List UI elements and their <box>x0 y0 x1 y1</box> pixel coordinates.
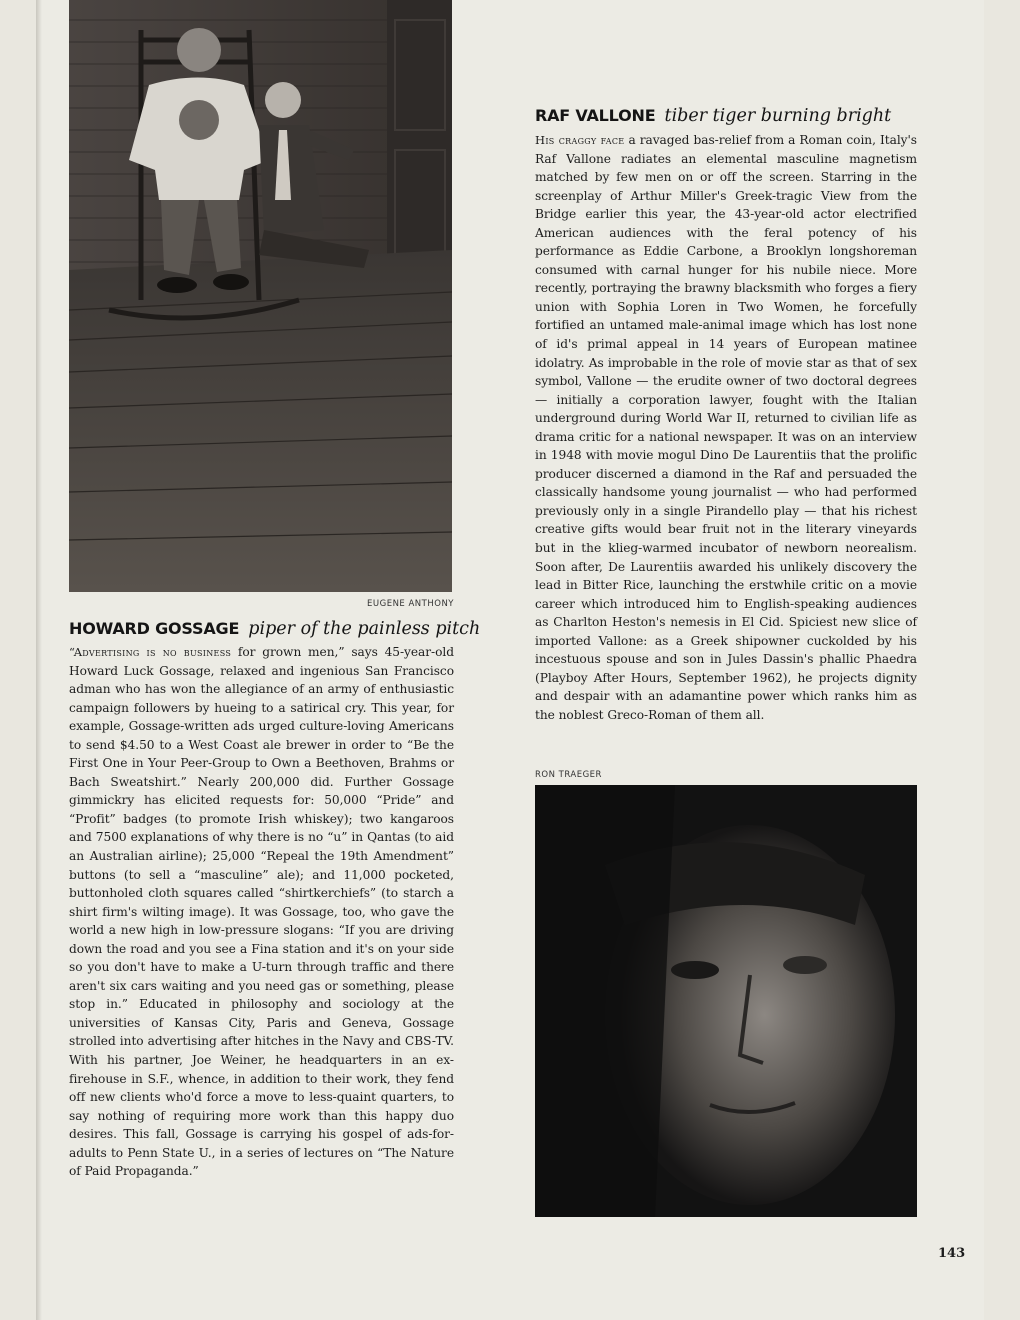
gossage-headline <box>69 619 480 639</box>
vallone-photo <box>535 785 917 1217</box>
vallone-body: a ravaged bas-relief from a Roman coin, Italy's Raf Vallone radiates an elemental masculine magnetism matched by few men on or off the screen. Starring in the screenplay of Arthur Miller's Greek-tragic View from the Bridge earlier this year, the 43-year-old actor electrified American audiences with the feral potency of his performance as Eddie Carbone, a Brooklyn longshoreman consumed with carnal hunger for his nubile niece. More recently, portraying the brawny blacksmith who forges a fiery union with Sophia Loren in Two Women, he forcefully fortified an untamed male-animal image which has lost none of id's primal appeal in 14 years of European matinee idolatry. As improbable in the role of movie star as that of sex symbol, Vallone — the erudite owner of two doctoral degrees — initially a corporation lawyer, fought with the Italian underground during World War II, returned to civilian life as drama critic for a national newspaper. It was on an interview in 1948 with movie mogul Dino De Laurentiis that the prolific producer discerned a diamond in the Raf and persuaded the classically handsome young journalist — who had performed previously only in a single Pirandello play — that his richest creative gifts would bear fruit not in the literary vineyards but in the klieg-warmed incubator of newborn neorealism. Soon after, De Laurentiis awarded his unlikely discovery the lead in Bitter Rice, launching the erstwhile critic on a movie career which introduced him to English-speaking audiences as Charlton Heston's nemesis in El Cid. Spiciest new slice of imported Vallone: as a Greek shipowner cuckolded by his incestuous spouse and son in Jules Dassin's phallic Phaedra (Playboy After Hours, September 1962), he projects dignity and despair with an adamantine power which ranks him as the noblest Greco-Roman of them all. <box>535 133 918 722</box>
photo-credit-traeger: RON TRAEGER <box>535 770 602 780</box>
page-number: 143 <box>938 1246 966 1261</box>
vallone-lead-in: His craggy face <box>535 133 625 147</box>
page-gutter-shadow <box>36 0 42 1320</box>
photo-credit-anthony: EUGENE ANTHONY <box>367 599 454 609</box>
gossage-article <box>69 643 454 1181</box>
gossage-photo-illustration <box>69 0 452 592</box>
gossage-tagline: piper of the painless pitch <box>248 619 481 639</box>
vallone-article <box>535 131 917 725</box>
gossage-body: for grown men,” says 45-year-old Howard Luck Gossage, relaxed and ingenious San Francisco adman who has won the allegiance of an army of enthusiastic campaign followers by hueing to a satirical cry. This year, for example, Gossage-written ads urged culture-loving Americans to send $4.50 to a West Coast ale brewer in order to “Be the First One in Your Peer-Group to Own a Beethoven, Brahms or Bach Sweatshirt.” Nearly 200,000 did. Further Gossage gimmickry has elicited requests for: 50,000 “Pride” and “Profit” badges (to promote Irish whiskey); two kangaroos and 7500 explanations of why there is no “u” in Qantas (to aid an Australian airline); 25,000 “Repeal the 19th Amendment” buttons (to sell a “masculine” ale); and 11,000 pocketed, buttonholed cloth squares called “shirtkerchiefs” (to starch a shirt firm's wilting image). It was Gossage, too, who gave the world a new high in low-pressure slogans: “If you are driving down the road and you see a Fina station and it's on your side so you don't have to make a U-turn through traffic and there aren't six cars waiting and you need gas or something, please stop in.” Educated in philosophy and sociology at the universities of Kansas City, Paris and Geneva, Gossage strolled into advertising after hitches in the Navy and CBS-TV. With his partner, Joe Weiner, he headquarters in an ex-firehouse in S.F., whence, in addition to their work, they fend off new clients who'd force a move to less-quaint quarters, to say nothing of requiring more work than this happy duo desires. This fall, Gossage is carrying his gospel of ads-for-adults to Penn State U., in a series of lectures on “The Nature of Paid Propaganda.” <box>69 645 454 1179</box>
vallone-portrait-illustration <box>535 785 917 1217</box>
vallone-name: RAF VALLONE <box>535 106 656 125</box>
gossage-lead-in: “Advertising is no business <box>69 645 232 659</box>
vallone-headline <box>535 106 891 126</box>
vallone-tagline: tiber tiger burning bright <box>664 106 892 126</box>
gossage-name: HOWARD GOSSAGE <box>69 619 240 638</box>
gossage-photo <box>69 0 452 592</box>
